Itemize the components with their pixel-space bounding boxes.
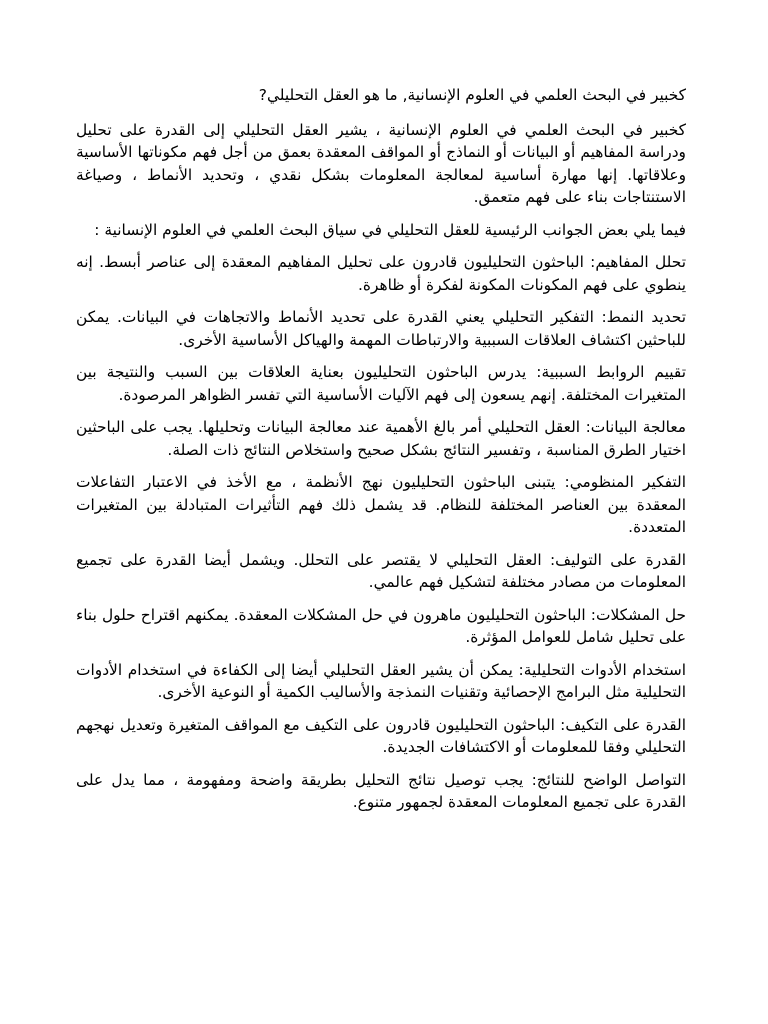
intro-paragraph: كخبير في البحث العلمي في العلوم الإنسانية ، يشير العقل التحليلي إلى القدرة على تحليل ودراسة المفاهيم أو البيانات أو النماذج أو المواقف المعقدة بعمق من أجل فهم مكوناتها الأساسية وعلاقاتها. إنها مهارة أساسية لمعالجة المعلومات بشكل نقدي ، وتحديد الأنماط ، وصياغة الاستنتاجات بناء على فهم متعمق. [76, 120, 686, 206]
point-paragraph: تحديد النمط: التفكير التحليلي يعني القدرة على تحديد الأنماط والاتجاهات في البيانات. يمكن للباحثين اكتشاف العلاقات السببية والارتباطات المهمة والهياكل الأساسية الأخرى. [76, 308, 686, 349]
point-paragraph: القدرة على التكيف: الباحثون التحليليون قادرون على التكيف مع المواقف المتغيرة وتعديل نهجهم التحليلي وفقا للمعلومات أو الاكتشافات الجديدة. [76, 715, 686, 756]
point-paragraph: القدرة على التوليف: العقل التحليلي لا يقتصر على التحلل. ويشمل أيضا القدرة على تجميع المعلومات من مصادر مختلفة لتشكيل فهم عالمي. [76, 550, 686, 591]
document-page [76, 84, 686, 824]
point-paragraph: تقييم الروابط السببية: يدرس الباحثون التحليليون بعناية العلاقات بين السبب والنتيجة بين المتغيرات المختلفة. إنهم يسعون إلى فهم الآليات الأساسية التي تفسر الظواهر المرصودة. [76, 363, 686, 404]
point-paragraph: حل المشكلات: الباحثون التحليليون ماهرون في حل المشكلات المعقدة. يمكنهم اقتراح حلول بناء على تحليل شامل للعوامل المؤثرة. [76, 605, 686, 646]
point-paragraph: التواصل الواضح للنتائج: يجب توصيل نتائج التحليل بطريقة واضحة ومفهومة ، مما يدل على القدرة على تجميع المعلومات المعقدة لجمهور متنوع. [76, 770, 686, 811]
point-paragraph: معالجة البيانات: العقل التحليلي أمر بالغ الأهمية عند معالجة البيانات وتحليلها. يجب على الباحثين اختيار الطرق المناسبة ، وتفسير النتائج بشكل صحيح واستخلاص النتائج ذات الصلة. [76, 418, 686, 459]
question-heading: كخبير في البحث العلمي في العلوم الإنسانية, ما هو العقل التحليلي? [258, 86, 686, 104]
lead-paragraph: فيما يلي بعض الجوانب الرئيسية للعقل التحليلي في سياق البحث العلمي في العلوم الإنسانية : [94, 220, 686, 239]
point-paragraph: تحلل المفاهيم: الباحثون التحليليون قادرون على تحليل المفاهيم المعقدة إلى عناصر أبسط. إنه ينطوي على فهم المكونات المكونة لفكرة أو ظاهرة. [76, 253, 686, 294]
point-paragraph: التفكير المنظومي: يتبنى الباحثون التحليليون نهج الأنظمة ، مع الأخذ في الاعتبار التفاعلات المعقدة بين العناصر المختلفة للنظام. قد يشمل ذلك فهم التأثيرات المتبادلة بين المتغيرات المتعددة. [76, 473, 686, 536]
point-paragraph: استخدام الأدوات التحليلية: يمكن أن يشير العقل التحليلي أيضا إلى الكفاءة في استخدام الأدوات التحليلية مثل البرامج الإحصائية وتقنيات النمذجة والأساليب الكمية أو النوعية الأخرى. [76, 660, 686, 701]
